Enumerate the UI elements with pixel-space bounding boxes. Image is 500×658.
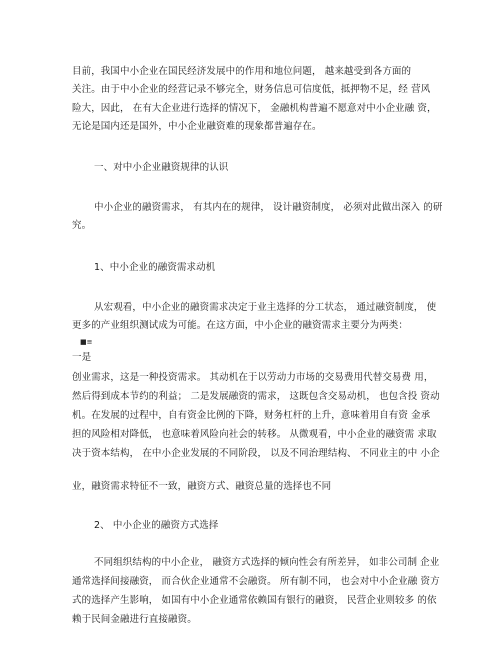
paragraph-line: 究。: [72, 220, 92, 231]
bullet-glyph: ■≡: [80, 338, 93, 346]
paragraph-line: 机。在发展的过程中，自有资金比例的下降，财务杠杆的上升，意味着用自有资 金承: [72, 410, 431, 421]
paragraph-line: 决于资本结构， 在中小企业发展的不同阶段， 以及不同治理结构、 不同业主的中 小企: [72, 448, 440, 459]
paragraph-line: 通常选择间接融资， 而合伙企业通常不会融资。 所有制不同， 也会对中小企业融 资方: [72, 576, 440, 587]
paragraph-line: 赖于民间金融进行直接融资。: [72, 614, 197, 625]
paragraph-line: 险大，因此， 在有大企业进行选择的情况下， 金融机构普遍不愿意对中小企业融 资，: [72, 103, 437, 114]
paragraph-line: 式的选择产生影响， 如国有中小企业通常依赖国有银行的融资， 民营企业则较多 的依: [72, 595, 437, 606]
paragraph-line: 然后得到成本节约的利益； 二是发展融资的需求， 这既包含交易动机， 也包含投 资动: [72, 391, 440, 402]
paragraph-line: 更多的产业组织测试成为可能。在这方面，中小企业的融资需求主要分为两类：: [72, 320, 409, 331]
subsection-heading: 1、中小企业的融资需求动机: [94, 262, 216, 273]
paragraph-line: 目前，我国中小企业在国民经济发展中的作用和地位问题， 越来越受到各方面的: [72, 66, 412, 77]
paragraph-line: 业，融资需求特征不一致，融资方式、融资总量的选择也不同: [72, 481, 332, 492]
paragraph-line: 不同组织结构的中小企业， 融资方式选择的倾向性会有所差异， 如非公司制 企业: [94, 557, 440, 568]
section-heading: 一、对中小企业融资规律的认识: [94, 162, 229, 173]
paragraph-line: 从宏观看，中小企业的融资需求决定于业主选择的分工状态， 通过融资制度， 使: [94, 302, 437, 313]
subsection-heading: 2、 中小企业的融资方式选择: [94, 520, 219, 531]
paragraph-line: 创业需求，这是一种投资需求。 其动机在于以劳动力市场的交易费用代替交易费 用，: [72, 372, 434, 383]
paragraph-line: 无论是国内还是国外，中小企业融资难的现象都普遍存在。: [72, 121, 322, 132]
paragraph-line: 关注。由于中小企业的经营记录不够完全，财务信息可信度低，抵押物不足，经 营风: [72, 84, 431, 95]
paragraph-line: 中小企业的融资需求， 有其内在的规律， 设计融资制度， 必须对此做出深入 的研: [94, 202, 443, 213]
paragraph-line: 一是: [72, 352, 92, 363]
paragraph-line: 担的风险相对降低， 也意味着风险向社会的转移。 从微观看，中小企业的融资需 求取: [72, 429, 437, 440]
